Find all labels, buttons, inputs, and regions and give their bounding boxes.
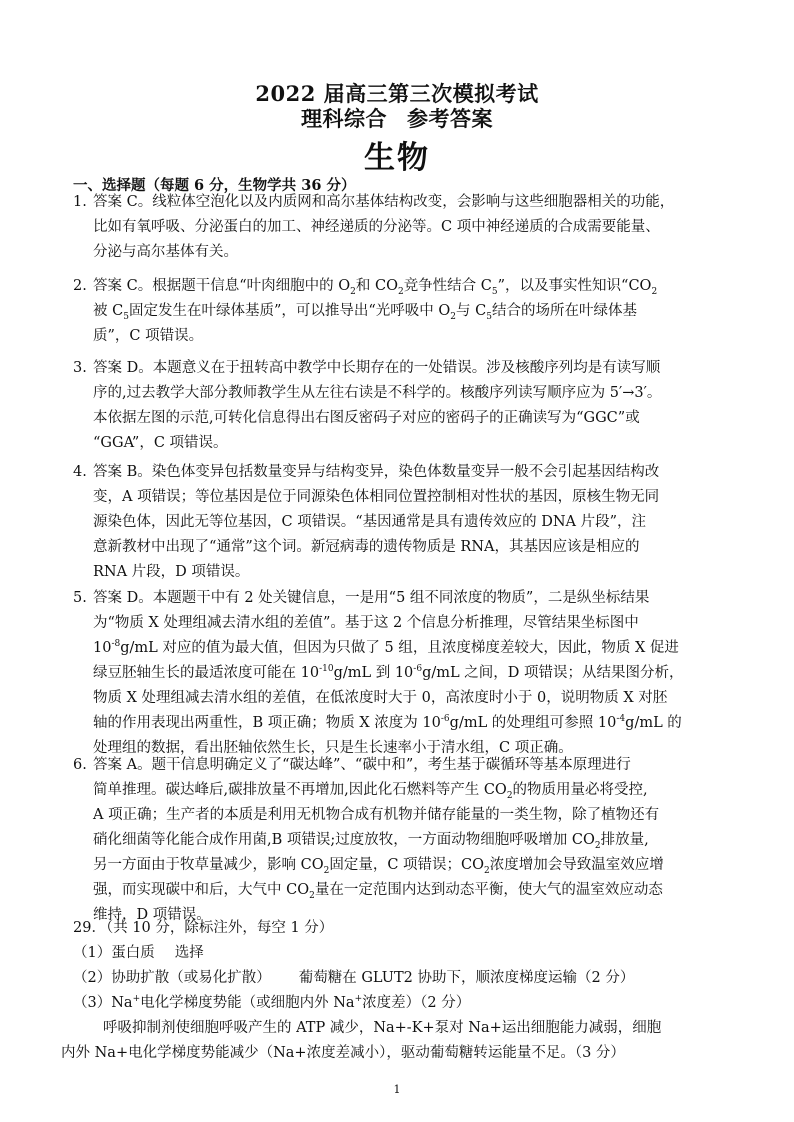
item-number: 2.: [73, 278, 87, 294]
item-number: 3.: [73, 360, 87, 376]
answer-line: 答案 C。根据题干信息“叶肉细胞中的 $O_2$和 $CO_2$竞争性结合 $C_5$”，以及事实性知识“$CO_2$: [93, 278, 658, 297]
answer-item-29: [61, 916, 723, 1066]
answer-line: 绿豆胚轴生长的最适浓度可能在 $10^{-10}g/mL$ 到 $10^{-6}g/mL$ 之间，D 项错误；从结果图分析，: [93, 664, 684, 681]
answer-line: 答案 D。本题题干中有 2 处关键信息，一是用“5 组不同浓度的物质”，二是纵坐标结果: [93, 590, 650, 606]
answer-line: 源染色体，因此无等位基因，C 项错误。“基因通常是具有遗传效应的 DNA 片段”，注: [93, 514, 647, 530]
answer-line: 意新教材中出现了“通常”这个词。新冠病毒的遗传物质是 RNA，其基因应该是相应的: [93, 539, 640, 555]
answer-item-4: [73, 460, 723, 585]
answer-line: （1）蛋白质 选择: [73, 945, 204, 961]
answer-item-3: [73, 356, 723, 456]
answer-line: 为“物质 X 处理组减去清水组的差值”。基于这 2 个信息分析推理，尽管结果坐标图中: [93, 615, 639, 631]
answer-line: 答案 D。本题意义在于扭转高中教学中长期存在的一处错误。涉及核酸序列均是有读写顺: [93, 360, 661, 376]
page-number: 1: [393, 1083, 401, 1096]
answer-item-6: [73, 753, 723, 928]
item-number: 1.: [73, 194, 87, 210]
answer-line: 轴的作用表现出两重性，B 项正确；物质 X 浓度为 $10^{-6}g/mL$ 的处理组可参照 $10^{-4}g/mL$ 的: [93, 714, 682, 731]
answer-item-2: [73, 274, 723, 349]
answer-line: （2）协助扩散（或易化扩散） 葡萄糖在 GLUT2 协助下，顺浓度梯度运输（2 分）: [73, 970, 635, 986]
answer-line: 物质 X 处理组减去清水组的差值，在低浓度时大于 0，高浓度时小于 0，说明物质 X 对胚: [93, 690, 668, 706]
answer-line: $10^{-8}g/mL$ 对应的值为最大值，但因为只做了 5 组，且浓度梯度差较大，因此，物质 X 促进: [93, 639, 679, 656]
answer-line: 变，A 项错误；等位基因是位于同源染色体相同位置控制相对性状的基因，原核生物无同: [93, 489, 660, 505]
answer-line: 分泌与高尔基体有关。: [93, 244, 238, 260]
section-heading-multiple-choice: 一、选择题（每题 6 分，生物学共 36 分）: [73, 177, 356, 194]
item-number: 4.: [73, 464, 87, 480]
answer-line: 本依据左图的示范,可转化信息得出右图反密码子对应的密码子的正确读写为“GGC”或: [93, 410, 640, 426]
answer-line: 处理组的数据，看出胚轴依然生长，只是生长速率小于清水组，C 项正确。: [93, 740, 573, 756]
subject-title: 生物: [364, 140, 430, 176]
answer-line: 强，而实现碳中和后，大气中 $CO_2$量在一定范围内达到动态平衡，使大气的温室效应动态: [93, 882, 663, 901]
answer-line: “GGA”，C 项错误。: [93, 435, 228, 451]
item-29-heading: 29．（共 10 分，除标注外，每空 1 分）: [73, 920, 334, 936]
answer-line: 质”，C 项错误。: [93, 328, 204, 344]
answer-line: 呼吸抑制剂使细胞呼吸产生的 ATP 减少，Na+-K+泵对 Na+运出细胞能力减弱，细胞: [103, 1020, 662, 1036]
exam-subtitle: [0, 103, 794, 133]
answer-line: 内外 Na+电化学梯度势能减少（Na+浓度差减小），驱动葡萄糖转运能量不足。（3 分）: [61, 1045, 625, 1061]
exam-title: 2022 届高三第三次模拟考试: [255, 81, 539, 106]
answer-line: 答案 C。线粒体空泡化以及内质网和高尔基体结构改变，会影响与这些细胞器相关的功能，: [93, 194, 675, 210]
answer-line: 答案 A。题干信息明确定义了“碳达峰”、“碳中和”，考生基于碳循环等基本原理进行: [93, 757, 631, 773]
answer-item-1: [73, 190, 723, 265]
subtitle-subject-group: 理科综合: [301, 106, 387, 131]
item-number: 6.: [73, 757, 87, 773]
answer-line: 简单推理。碳达峰后,碳排放量不再增加,因此化石燃料等产生 $CO_2$的物质用量必将受控,: [93, 782, 648, 801]
answer-line: 序的,过去教学大部分教师教学生从左往右读是不科学的。核酸序列读写顺序应为 5′→3′。: [93, 385, 662, 401]
answer-line: （3）Na+电化学梯度势能（或细胞内外 Na+浓度差）（2 分）: [73, 994, 471, 1011]
answer-line: 另一方面由于牧草量减少，影响 $CO_2$固定量，C 项错误；$CO_2$浓度增加会导致温室效应增: [93, 857, 664, 876]
answer-line: 硝化细菌等化能合成作用菌,B 项错误;过度放牧，一方面动物细胞呼吸增加 $CO_2$排放量,: [93, 832, 649, 851]
answer-line: 答案 B。染色体变异包括数量变异与结构变异，染色体数量变异一般不会引起基因结构改: [93, 464, 660, 480]
subtitle-answer-key: 参考答案: [407, 106, 493, 131]
item-number: 5.: [73, 590, 87, 606]
answer-line: 被 $C_5$固定发生在叶绿体基质”，可以推导出“光呼吸中 $O_2$与 $C_5$结合的场所在叶绿体基: [93, 303, 637, 322]
answer-item-5: [73, 586, 723, 761]
answer-line: A 项正确；生产者的本质是利用无机物合成有机物并储存能量的一类生物，除了植物还有: [93, 807, 660, 823]
answer-line: RNA 片段，D 项错误。: [93, 564, 250, 580]
answer-line: 比如有氧呼吸、分泌蛋白的加工、神经递质的分泌等。C 项中神经递质的合成需要能量、: [93, 219, 660, 235]
answer-line: 维持，D 项错误。: [93, 907, 211, 923]
